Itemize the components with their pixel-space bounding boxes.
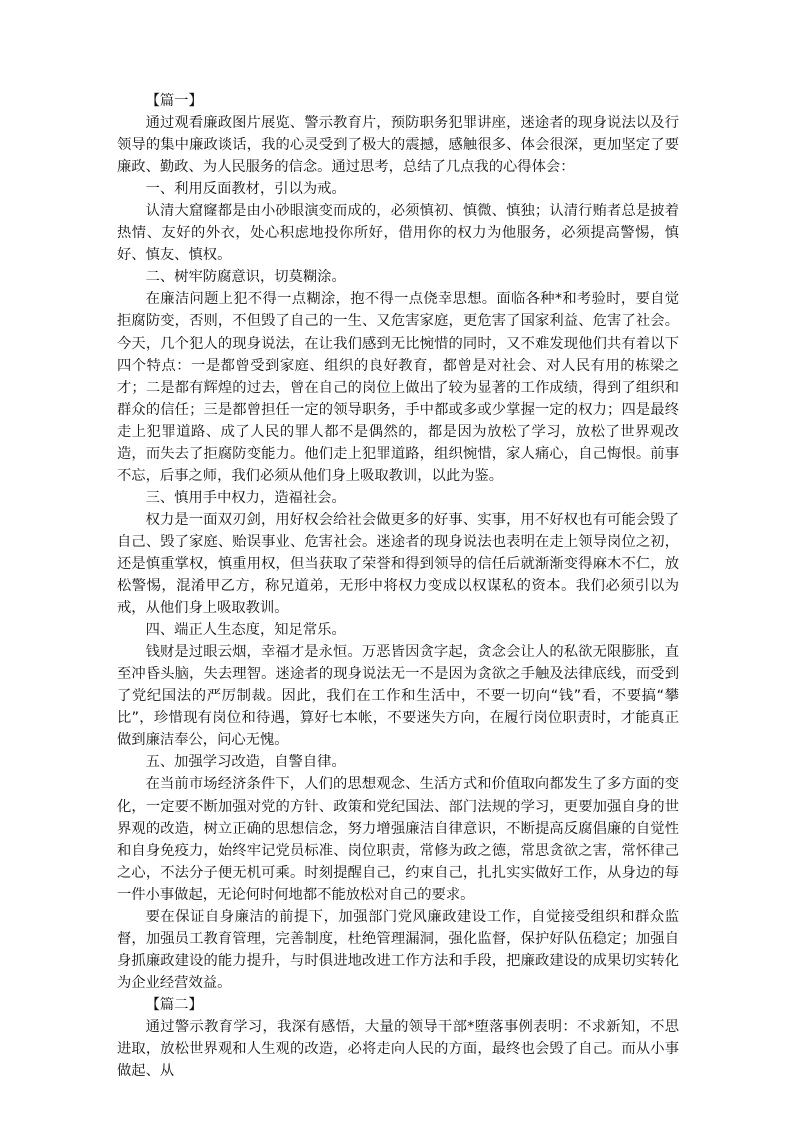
subheading: 二、树牢防腐意识，切莫糊涂。 <box>145 269 346 286</box>
paragraph: 认清大窟窿都是由小砂眼演变而成的，必须慎初、慎微、慎独；认清行贿者总是披着热情、友好的外衣，处心积虑地投你所好，借用你的权力为他服务，必须提高警惕，慎好、慎友、慎权。 <box>117 203 679 264</box>
section-1 <box>117 90 679 994</box>
section-title: 【篇二】 <box>145 996 203 1013</box>
document-body <box>117 90 679 1082</box>
subheading: 四、端正人生态度，知足常乐。 <box>145 622 346 639</box>
subheading: 三、慎用手中权力，造福社会。 <box>145 489 346 506</box>
paragraph: 在廉洁问题上犯不得一点糊涂，抱不得一点侥幸思想。面临各种*和考验时，要自觉拒腐防变，否则，不但毁了自己的一生、又危害家庭，更危害了国家利益、危害了社会。今天，几个犯人的现身说法，在让我们感到无比惋惜的同时，又不难发现他们共有着以下四个特点：一是都曾受到家庭、组织的良好教育，都曾是对社会、对人民有用的栋梁之才；二是都有辉煌的过去，曾在自己的岗位上做出了较为显著的工作成绩，得到了组织和群众的信任；三是都曾担任一定的领导职务，手中都或多或少掌握一定的权力；四是最终走上犯罪道路、成了人民的罪人都不是偶然的，都是因为放松了学习，放松了世界观改造，而失去了拒腐防变能力。他们走上犯罪道路，组织惋惜，家人痛心，自己悔恨。前事不忘，后事之师，我们必须从他们身上吸取教训，以此为鉴。 <box>117 291 679 484</box>
subheading: 五、加强学习改造，自警自律。 <box>145 754 346 771</box>
paragraph: 通过观看廉政图片展览、警示教育片，预防职务犯罪讲座，迷途者的现身说法以及行领导的集中廉政谈话，我的心灵受到了极大的震撼，感触很多、体会很深，更加坚定了要廉政、勤政、为人民服务的信念。通过思考，总结了几点我的心得体会： <box>117 115 679 176</box>
paragraph: 要在保证自身廉洁的前提下，加强部门党风廉政建设工作，自觉接受组织和群众监督，加强员工教育管理，完善制度，杜绝管理漏洞，强化监督，保护好队伍稳定；加强自身抓廉政建设的能力提升，与时俱进地改进工作方法和手段，把廉政建设的成果切实转化为企业经营效益。 <box>117 908 679 991</box>
paragraph: 钱财是过眼云烟，幸福才是永恒。万恶皆因贪字起，贪念会让人的私欲无限膨胀，直至冲昏头脑，失去理智。迷途者的现身说法无一不是因为贪欲之手触及法律底线，而受到了党纪国法的严厉制裁。因此，我们在工作和生活中，不要一切向“钱”看，不要搞“攀比”，珍惜现有岗位和待遇，算好七本帐，不要迷失方向，在履行岗位职责时，才能真正做到廉洁奉公，问心无愧。 <box>117 644 679 749</box>
paragraph: 在当前市场经济条件下，人们的思想观念、生活方式和价值取向都发生了多方面的变化，一定要不断加强对党的方针、政策和党纪国法、部门法规的学习，更要加强自身的世界观的改造，树立正确的思想信念，努力增强廉洁自律意识，不断提高反腐倡廉的自觉性和自身免疫力，始终牢记党员标准、岗位职责，常修为政之德，常思贪欲之害，常怀律己之心，不法分子便无机可乘。时刻提醒自己，约束自己，扎扎实实做好工作，从身边的每一件小事做起，无论何时何地都不能放松对自己的要求。 <box>117 776 679 903</box>
paragraph: 权力是一面双刃剑，用好权会给社会做更多的好事、实事，用不好权也有可能会毁了自己、毁了家庭、贻误事业、危害社会。迷途者的现身说法也表明在走上领导岗位之初，还是慎重掌权，慎重用权，但当获取了荣誉和得到领导的信任后就渐渐变得麻木不仁，放松警惕，混淆甲乙方，称兄道弟，无形中将权力变成以权谋私的资本。我们必须引以为戒，从他们身上吸取教训。 <box>117 511 679 617</box>
subheading: 一、利用反面教材，引以为戒。 <box>145 181 346 198</box>
section-title: 【篇一】 <box>145 93 203 109</box>
paragraph: 通过警示教育学习，我深有感悟，大量的领导干部*堕落事例表明：不求新知，不思进取，放松世界观和人生观的改造，必将走向人民的方面，最终也会毁了自己。而从小事做起、从 <box>117 1018 679 1080</box>
section-2 <box>117 994 679 1082</box>
